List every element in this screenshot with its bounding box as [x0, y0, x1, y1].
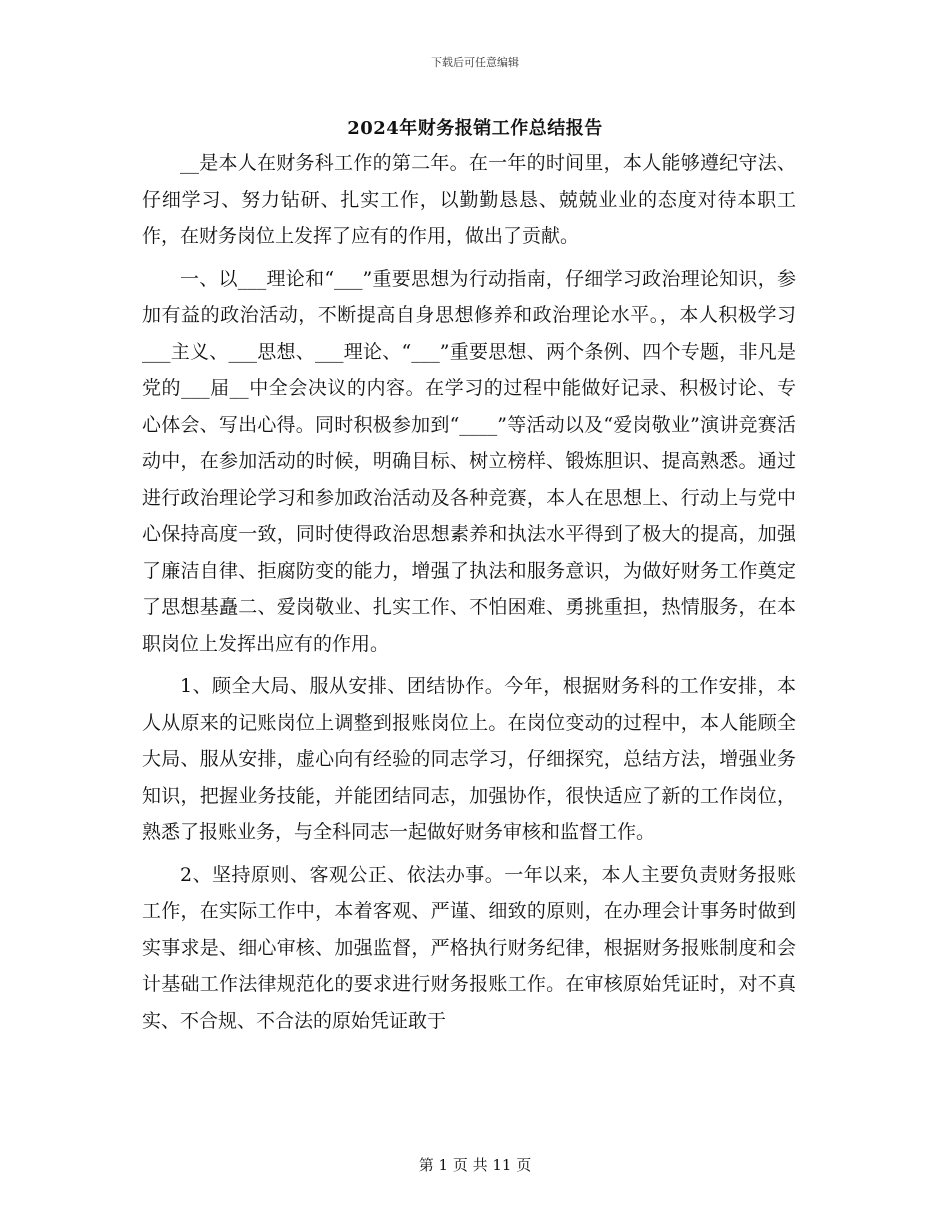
page-header-note: 下载后可任意编辑 [431, 56, 519, 69]
document-title: 2024年财务报销工作总结报告 [347, 118, 603, 139]
page-number-footer: 第 1 页 共 11 页 [418, 1156, 532, 1174]
paragraph-point-one: 1、顾全大局、服从安排、团结协作。今年，根据财务科的工作安排，本人从原来的记账岗位上调整到报账岗位上。在岗位变动的过程中，本人能顾全大局、服从安排，虚心向有经验的同志学习，仔细探究，总结方法，增强业务知识，把握业务技能，并能团结同志，加强协作，很快适应了新的工作岗位，熟悉了报账业务，与全科同志一起做好财务审核和监督工作。 [142, 675, 796, 843]
paragraph-intro: __是本人在财务科工作的第二年。在一年的时间里，本人能够遵纪守法、仔细学习、努力钻研、扎实工作，以勤勤恳恳、兢兢业业的态度对待本职工作，在财务岗位上发挥了应有的作用，做出了贡献。 [142, 152, 796, 247]
paragraph-section-one: 一、以___理论和“___”重要思想为行动指南，仔细学习政治理论知识，参加有益的政治活动，不断提高自身思想修养和政治理论水平。，本人积极学习___主义、___思想、___理论、“___”重要思想、两个条例、四个专题，非凡是党的___届__中全会决议的内容。在学习的过程中能做好记录、积极讨论、专心体会、写出心得。同时积极参加到“____”等活动以及“爱岗敬业”演讲竞赛活动中，在参加活动的时候，明确目标、树立榜样、锻炼胆识、提高熟悉。通过进行政治理论学习和参加政治活动及各种竞赛，本人在思想上、行动上与党中心保持高度一致，同时使得政治思想素养和执法水平得到了极大的提高，加强了廉洁自律、拒腐防变的能力，增强了执法和服务意识，为做好财务工作奠定了思想基矗二、爱岗敬业、扎实工作、不怕困难、勇挑重担，热情服务，在本职岗位上发挥出应有的作用。 [142, 267, 796, 655]
paragraph-point-two: 2、坚持原则、客观公正、依法办事。一年以来，本人主要负责财务报账工作，在实际工作中，本着客观、严谨、细致的原则，在办理会计事务时做到实事求是、细心审核、加强监督，严格执行财务纪律，根据财务报账制度和会计基础工作法律规范化的要求进行财务报账工作。在审核原始凭证时，对不真实、不合规、不合法的原始凭证敢于 [142, 863, 796, 1032]
document-body [142, 145, 796, 1045]
